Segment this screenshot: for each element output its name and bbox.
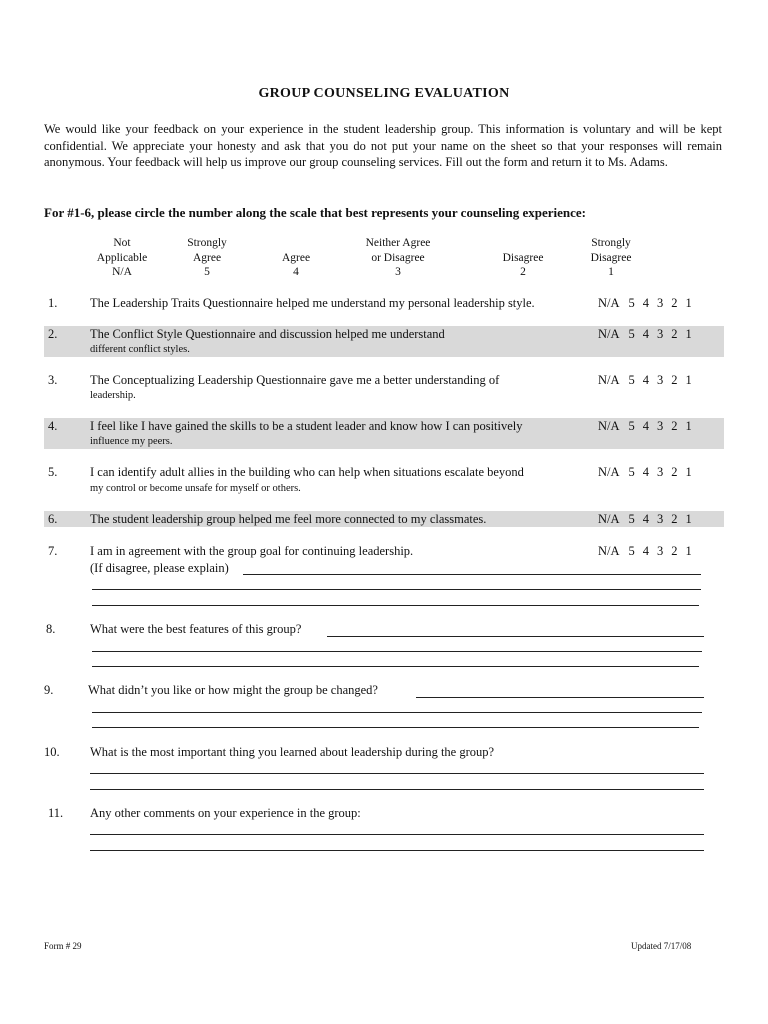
rating-scale[interactable] (598, 512, 700, 527)
rating-option[interactable]: 3 (657, 419, 664, 433)
rating-option[interactable]: 1 (685, 296, 692, 310)
scale-instructions: For #1-6, please circle the number along the scale that best represents your counseling experience: (44, 205, 586, 220)
rating-option[interactable]: 2 (671, 419, 678, 433)
rating-option[interactable]: 4 (642, 419, 650, 433)
intro-paragraph: We would like your feedback on your experience in the student leadership group. This information is voluntary and will be kept confidential. We appreciate your honesty and ask that you do not put your name on the sheet so that your responses will remain anonymous. Your feedback will help us improve our group counseling services. Fill out the form and return it to Ms. Adams. (44, 122, 722, 169)
answer-line[interactable] (243, 574, 701, 575)
question-number: 6. (48, 512, 58, 526)
question-number: 4. (48, 419, 58, 433)
question-text-continuation: leadership. (90, 390, 136, 401)
explain-prompt: (If disagree, please explain) (90, 561, 229, 575)
rating-option[interactable]: 5 (628, 327, 635, 341)
rating-option[interactable]: 5 (628, 544, 635, 558)
scale-legend-strongly-agree: Strongly Agree 5 (187, 237, 227, 278)
rating-option[interactable]: 1 (685, 512, 692, 526)
scale-legend-agree: Agree 4 (281, 251, 311, 278)
rating-option[interactable]: 1 (685, 419, 692, 433)
question-text: Any other comments on your experience in the group: (90, 806, 361, 820)
rating-option[interactable]: 4 (642, 465, 650, 479)
question-text: The student leadership group helped me feel more connected to my classmates. (90, 512, 487, 526)
question-text: What didn’t you like or how might the group be changed? (88, 683, 378, 697)
answer-line[interactable] (92, 712, 702, 713)
question-text: What is the most important thing you learned about leadership during the group? (90, 745, 495, 759)
answer-line[interactable] (327, 636, 704, 637)
question-text: The Conceptualizing Leadership Questionnaire gave me a better understanding of (90, 373, 500, 387)
updated-date: Updated 7/17/08 (631, 941, 692, 951)
question-text: I am in agreement with the group goal for continuing leadership. (90, 544, 414, 558)
rating-scale[interactable] (598, 296, 700, 311)
answer-line[interactable] (92, 666, 699, 667)
rating-scale[interactable] (598, 419, 700, 434)
rating-option[interactable]: 5 (628, 419, 635, 433)
scale-legend-disagree: Disagree 2 (502, 251, 544, 278)
rating-option[interactable]: N/A (598, 296, 620, 310)
rating-option[interactable]: N/A (598, 419, 620, 433)
rating-option[interactable]: 2 (671, 327, 678, 341)
question-number: 3. (48, 373, 58, 387)
rating-option[interactable]: 5 (628, 465, 635, 479)
question-text: I can identify adult allies in the building who can help when situations escalate beyond (90, 465, 524, 479)
answer-line[interactable] (92, 589, 701, 590)
rating-option[interactable]: N/A (598, 512, 620, 526)
rating-option[interactable]: 3 (657, 296, 664, 310)
rating-option[interactable]: 3 (657, 465, 664, 479)
rating-option[interactable]: 3 (657, 327, 664, 341)
rating-option[interactable]: 2 (671, 373, 678, 387)
answer-line[interactable] (90, 850, 704, 851)
question-number: 9. (44, 683, 54, 697)
rating-scale[interactable] (598, 373, 700, 388)
rating-option[interactable]: 2 (671, 544, 678, 558)
rating-option[interactable]: 1 (685, 373, 692, 387)
answer-line[interactable] (90, 789, 704, 790)
question-number: 5. (48, 465, 58, 479)
rating-option[interactable]: N/A (598, 465, 620, 479)
rating-scale[interactable] (598, 327, 700, 342)
scale-legend-neutral: Neither Agree or Disagree 3 (365, 237, 431, 278)
question-text: The Leadership Traits Questionnaire helped me understand my personal leadership style. (90, 296, 535, 310)
rating-option[interactable]: N/A (598, 373, 620, 387)
answer-line[interactable] (92, 727, 699, 728)
question-number: 2. (48, 327, 58, 341)
scale-legend-na: Not Applicable N/A (96, 237, 148, 278)
rating-option[interactable]: 4 (642, 296, 650, 310)
answer-line[interactable] (92, 605, 699, 606)
answer-line[interactable] (90, 834, 704, 835)
rating-option[interactable]: 1 (685, 327, 692, 341)
rating-option[interactable]: 2 (671, 296, 678, 310)
rating-option[interactable]: N/A (598, 327, 620, 341)
rating-option[interactable]: 3 (657, 512, 664, 526)
rating-option[interactable]: 3 (657, 373, 664, 387)
rating-option[interactable]: 5 (628, 512, 635, 526)
rating-option[interactable]: 2 (671, 512, 678, 526)
page-title: GROUP COUNSELING EVALUATION (258, 86, 510, 101)
answer-line[interactable] (416, 697, 704, 698)
rating-option[interactable]: N/A (598, 544, 620, 558)
rating-option[interactable]: 4 (642, 373, 650, 387)
form-number: Form # 29 (44, 941, 82, 951)
answer-line[interactable] (90, 773, 704, 774)
question-number: 11. (48, 806, 64, 820)
rating-option[interactable]: 5 (628, 296, 635, 310)
question-text: I feel like I have gained the skills to be a student leader and know how I can positively (90, 419, 523, 433)
answer-line[interactable] (92, 651, 702, 652)
rating-option[interactable]: 4 (642, 544, 650, 558)
question-text: The Conflict Style Questionnaire and discussion helped me understand (90, 327, 445, 341)
question-text-continuation: influence my peers. (90, 436, 173, 447)
question-text: What were the best features of this group? (90, 622, 302, 636)
scale-legend-strongly-disagree: Strongly Disagree 1 (590, 237, 632, 278)
question-number: 10. (44, 745, 60, 759)
rating-option[interactable]: 4 (642, 327, 650, 341)
question-number: 7. (48, 544, 58, 558)
question-text-continuation: different conflict styles. (90, 344, 190, 355)
rating-option[interactable]: 3 (657, 544, 664, 558)
rating-option[interactable]: 1 (685, 544, 692, 558)
question-number: 8. (46, 622, 56, 636)
rating-option[interactable]: 1 (685, 465, 692, 479)
question-number: 1. (48, 296, 58, 310)
question-text-continuation: my control or become unsafe for myself or others. (90, 483, 301, 494)
rating-option[interactable]: 4 (642, 512, 650, 526)
rating-option[interactable]: 2 (671, 465, 678, 479)
rating-scale[interactable] (598, 544, 700, 559)
rating-scale[interactable] (598, 465, 700, 480)
rating-option[interactable]: 5 (628, 373, 635, 387)
